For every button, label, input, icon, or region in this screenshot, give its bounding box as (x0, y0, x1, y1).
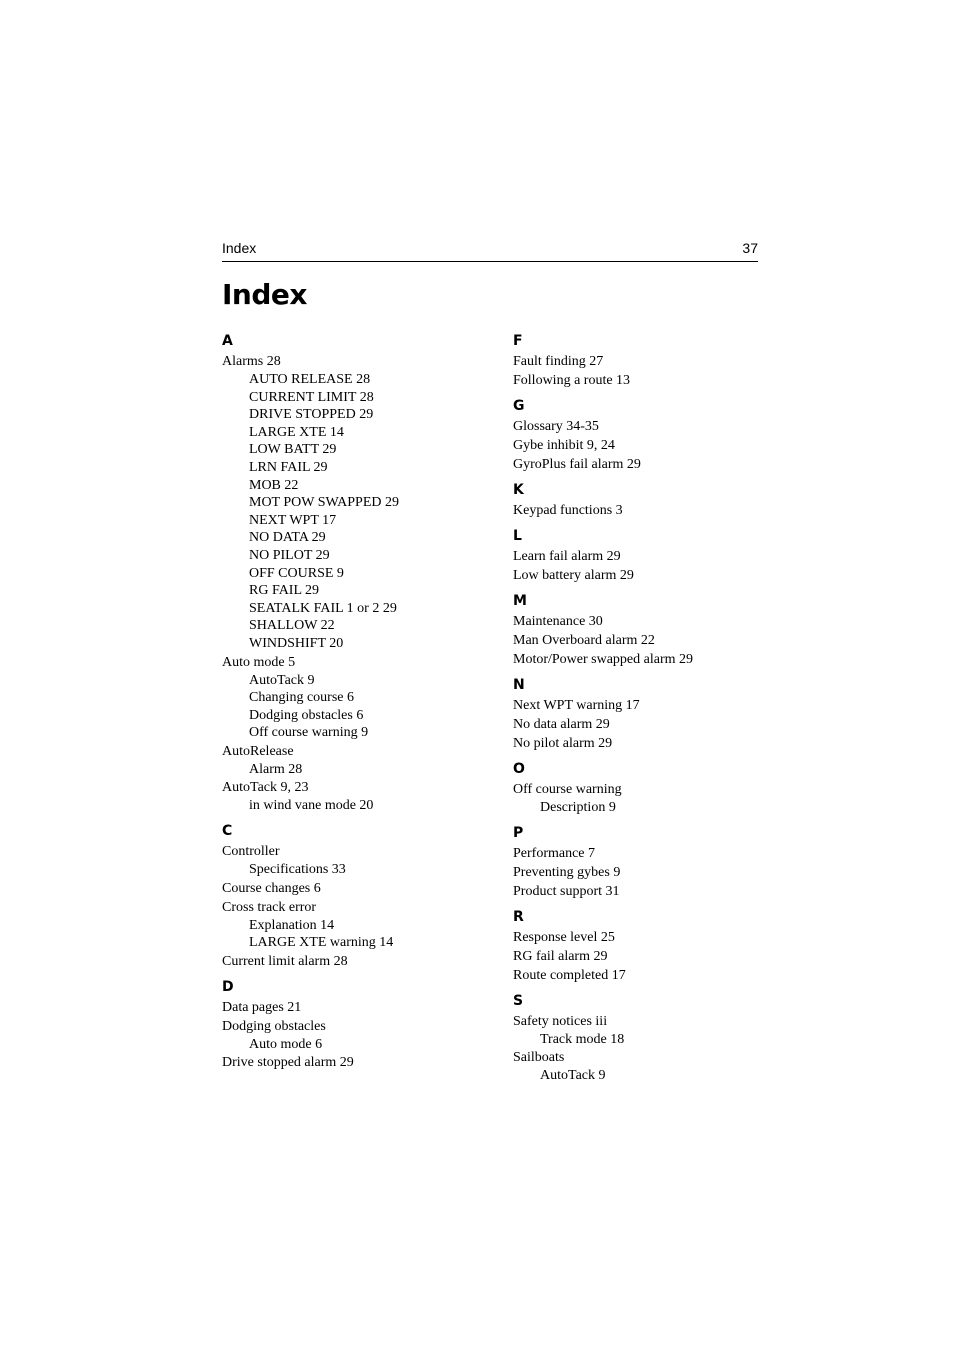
index-entry: Off course warning (513, 782, 622, 797)
index-entry: Learn fail alarm 29 (513, 549, 621, 564)
index-subentry: Dodging obstacles 6 (249, 707, 364, 723)
index-entry: AutoTack 9, 23 (222, 780, 309, 796)
index-entry: Next WPT warning 17 (513, 698, 640, 713)
index-subentry: LOW BATT 29 (249, 442, 337, 458)
index-subentry: AutoTack 9 (249, 672, 315, 688)
index-subentry: DRIVE STOPPED 29 (249, 407, 374, 423)
index-section (222, 821, 502, 971)
index-section (513, 991, 793, 1085)
section-letter: R (513, 908, 524, 925)
index-subentry: AutoTack 9 (540, 1068, 606, 1084)
index-entry: Controller (222, 844, 280, 860)
section-letter: L (513, 528, 522, 544)
index-entry: Alarms 28 (222, 354, 281, 369)
section-letter: K (513, 482, 524, 498)
index-subentry: WINDSHIFT 20 (249, 635, 344, 651)
index-entry: No data alarm 29 (513, 717, 610, 732)
index-entry: Cross track error (222, 899, 317, 915)
index-entry: Drive stopped alarm 29 (222, 1055, 354, 1071)
index-entry: Following a route 13 (513, 373, 631, 388)
index-section (222, 977, 502, 1073)
index-subentry: RG FAIL 29 (249, 583, 319, 599)
section-letter: O (513, 761, 525, 777)
page-title: Index (222, 278, 307, 311)
index-entry: Fault finding 27 (513, 354, 604, 369)
index-subentry: LRN FAIL 29 (249, 459, 328, 475)
index-subentry: in wind vane mode 20 (249, 798, 374, 814)
index-entry: Low battery alarm 29 (513, 568, 634, 583)
index-section (513, 907, 793, 985)
section-letter: M (513, 593, 527, 609)
index-entry: GyroPlus fail alarm 29 (513, 457, 641, 472)
index-subentry: NEXT WPT 17 (249, 512, 337, 528)
index-section (513, 526, 793, 585)
index-entry: Man Overboard alarm 22 (513, 633, 655, 648)
index-entry: Product support 31 (513, 883, 620, 899)
index-subentry: Off course warning 9 (249, 725, 369, 741)
section-letter: P (513, 824, 524, 841)
index-entry: AutoRelease (222, 743, 294, 759)
section-letter: G (513, 398, 525, 414)
index-subentry: NO DATA 29 (249, 530, 326, 546)
index-subentry: MOT POW SWAPPED 29 (249, 495, 400, 511)
index-subentry: Specifications 33 (249, 862, 346, 878)
index-subentry: LARGE XTE 14 (249, 424, 344, 440)
index-subentry: LARGE XTE warning 14 (249, 935, 394, 951)
index-entry: Maintenance 30 (513, 614, 603, 629)
index-column-left (222, 331, 502, 1072)
index-section (513, 675, 793, 753)
running-header (222, 238, 758, 262)
index-entry: Motor/Power swapped alarm 29 (513, 652, 694, 667)
index-entry: No pilot alarm 29 (513, 736, 613, 751)
index-section (513, 823, 793, 901)
header-page-number: 37 (742, 240, 758, 256)
index-subentry: Track mode 18 (540, 1031, 625, 1047)
index-section (513, 759, 793, 817)
index-subentry: CURRENT LIMIT 28 (249, 389, 374, 405)
section-letter: D (222, 978, 234, 995)
index-entry: Performance 7 (513, 845, 596, 861)
index-entry: Preventing gybes 9 (513, 864, 621, 880)
section-letter: S (513, 992, 524, 1009)
header-section-title: Index (222, 240, 257, 256)
index-entry: Current limit alarm 28 (222, 953, 348, 969)
index-entry: Auto mode 5 (222, 654, 296, 670)
index-subentry: Alarm 28 (249, 761, 303, 777)
section-letter: N (513, 677, 525, 693)
index-subentry: Auto mode 6 (249, 1036, 323, 1052)
index-entry: Course changes 6 (222, 880, 321, 896)
index-section (222, 331, 502, 815)
index-section (513, 396, 793, 474)
index-entry: Keypad functions 3 (513, 503, 623, 518)
index-entry: Gybe inhibit 9, 24 (513, 438, 615, 453)
index-entry: Response level 25 (513, 929, 615, 945)
section-letter: A (222, 333, 233, 349)
index-section (513, 591, 793, 669)
index-subentry: Changing course 6 (249, 690, 354, 706)
index-entry: Data pages 21 (222, 999, 302, 1015)
index-entry: Dodging obstacles (222, 1018, 326, 1034)
index-subentry: Explanation 14 (249, 917, 335, 933)
index-entry: Route completed 17 (513, 967, 626, 983)
section-letter: C (222, 823, 233, 840)
index-section (513, 331, 793, 390)
index-entry: Safety notices iii (513, 1013, 608, 1029)
index-subentry: NO PILOT 29 (249, 547, 330, 563)
index-subentry: OFF COURSE 9 (249, 565, 344, 581)
section-letter: F (513, 333, 523, 349)
index-entry: Glossary 34-35 (513, 419, 599, 434)
index-subentry: SEATALK FAIL 1 or 2 29 (249, 600, 397, 616)
index-entry: Sailboats (513, 1050, 565, 1066)
index-subentry: Description 9 (540, 800, 616, 815)
index-entry: RG fail alarm 29 (513, 948, 608, 964)
index-section (513, 480, 793, 520)
index-subentry: MOB 22 (249, 477, 299, 493)
index-subentry: SHALLOW 22 (249, 618, 335, 634)
index-column-right (513, 331, 793, 1085)
index-subentry: AUTO RELEASE 28 (249, 372, 371, 387)
